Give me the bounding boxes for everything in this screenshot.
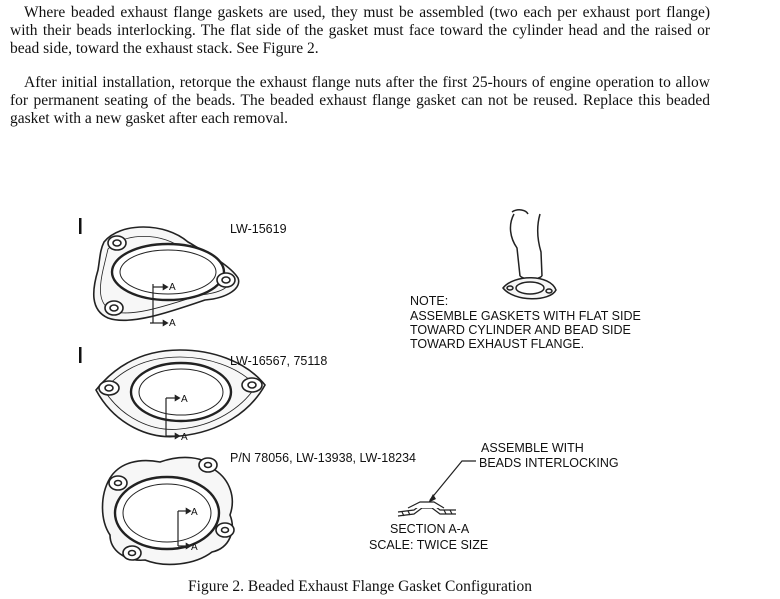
paragraph-installation: Where beaded exhaust flange gaskets are used, they must be assembled (two each per exhaust port flange) with their beads interlocking. The flat side of the gasket must face toward the cylinder head and the raised or bead side, toward the exhaust stack. See Figure 2. [10, 4, 710, 57]
section-marker-a6: A [191, 542, 198, 553]
section-marker-a3: A [181, 394, 188, 405]
gasket-four-hole [103, 457, 235, 564]
section-title: SECTION A-A [390, 522, 470, 536]
figure-caption: Figure 2. Beaded Exhaust Flange Gasket Configuration [188, 578, 532, 595]
note-title: NOTE: [410, 294, 449, 308]
paragraph-retorque: After initial installation, retorque the exhaust flange nuts after the first 25-hours of engine operation to allow for permanent seating of the beads. The beaded exhaust flange gasket can not be reused. Replace this beaded gasket with a new gasket after each removal. [10, 74, 710, 127]
assemble-line-1: ASSEMBLE WITH [481, 441, 584, 455]
section-marker-a4: A [181, 432, 188, 443]
leader-line [430, 461, 476, 500]
section-marker-a5: A [191, 507, 198, 518]
exhaust-pipe-drawing [503, 210, 556, 299]
change-bar-2 [79, 347, 82, 363]
part-label-lw15619: LW-15619 [230, 222, 287, 236]
assemble-line-2: BEADS INTERLOCKING [479, 456, 619, 470]
section-aa-drawing [398, 502, 456, 516]
change-bar-1 [79, 218, 82, 234]
gasket-triangular [94, 227, 239, 326]
section-marker-a1: A [169, 282, 176, 293]
note-line-3: TOWARD EXHAUST FLANGE. [410, 337, 585, 351]
note-line-2: TOWARD CYLINDER AND BEAD SIDE [410, 323, 631, 337]
section-marker-a2: A [169, 318, 176, 329]
note-line-1: ASSEMBLE GASKETS WITH FLAT SIDE [410, 309, 641, 323]
part-label-pn78056: P/N 78056, LW-13938, LW-18234 [230, 451, 416, 465]
part-label-lw16567: LW-16567, 75118 [230, 354, 328, 368]
section-scale: SCALE: TWICE SIZE [369, 538, 489, 552]
